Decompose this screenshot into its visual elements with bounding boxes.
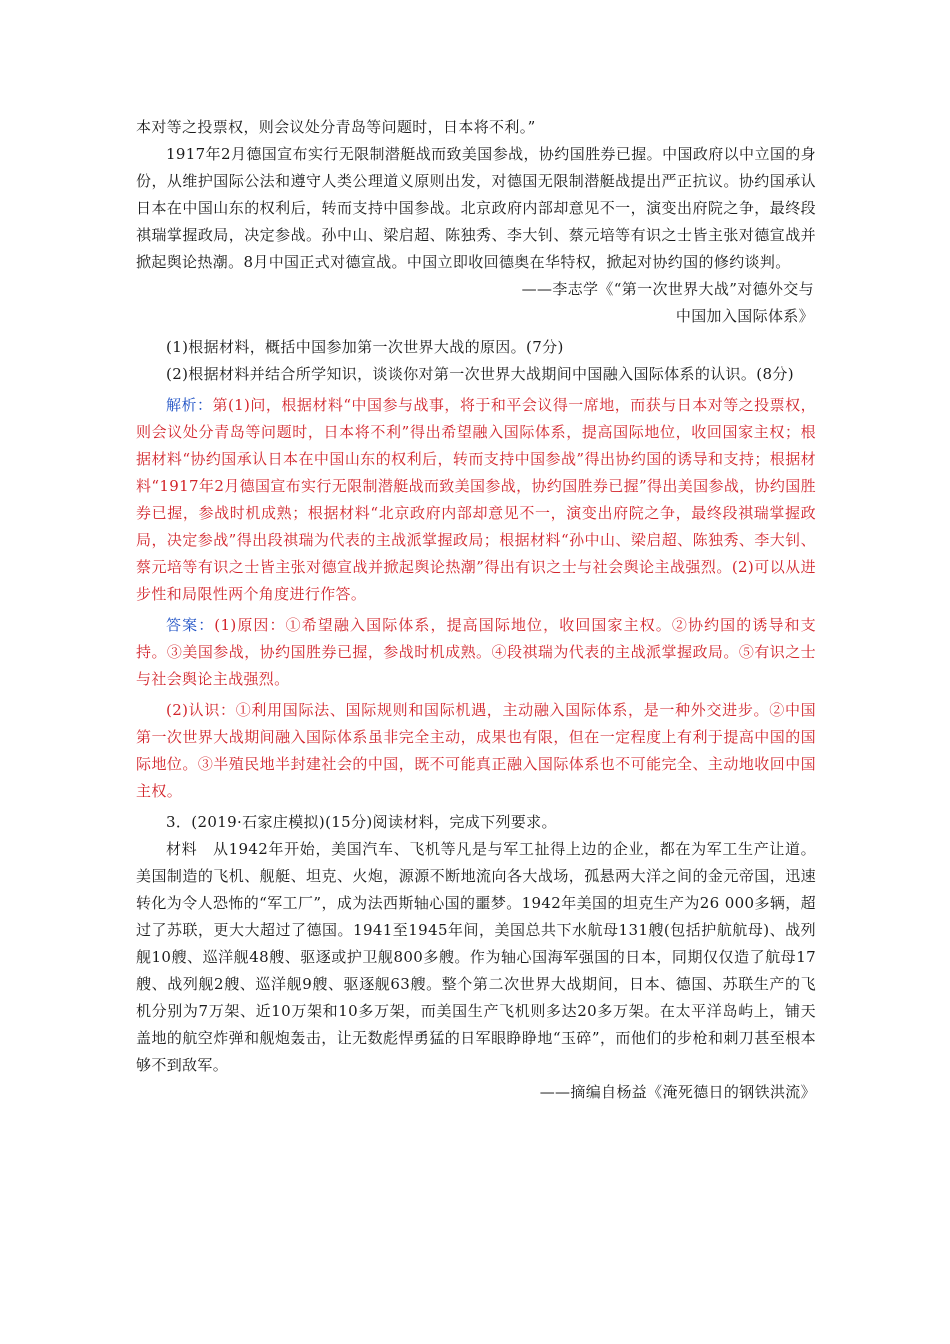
- source-citation-line-1: ——李志学《“第一次世界大战”对德外交与: [521, 280, 814, 298]
- answer-part-2: (2)认识：①利用国际法、国际规则和国际机遇，主动融入国际体系，是一种外交进步。②中国第一次世界大战期间融入国际体系虽非完全主动，成果也有限，但在一定程度上有利于提高中国的国际地位。③半殖民地半封建社会的中国，既不可能真正融入国际体系也不可能完全、主动地收回中国主权。: [136, 701, 816, 800]
- question-3-header: 3．(2019·石家庄模拟)(15分)阅读材料，完成下列要求。: [166, 813, 557, 831]
- question-3-source: ——摘编自杨益《淹死德日的钢铁洪流》: [539, 1083, 816, 1101]
- passage-paragraph: 1917年2月德国宣布实行无限制潜艇战而致美国参战，协约国胜券已握。中国政府以中立国的身份，从维护国际公法和遵守人类公理道义原则出发，对德国无限制潜艇战提出严正抗议。协约国承认日本在中国山东的权利后，转而支持中国参战。北京政府内部却意见不一，演变出府院之争，最终段祺瑞掌握政局，决定参战。孙中山、梁启超、陈独秀、李大钊、蔡元培等有识之士皆主张对德宣战并掀起舆论热潮。8月中国正式对德宣战。中国立即收回德奥在华特权，掀起对协约国的修约谈判。: [136, 145, 816, 271]
- answer-block: [136, 612, 816, 693]
- document-page: [136, 114, 816, 1106]
- analysis-block: [136, 392, 816, 608]
- question-3-material: 材料 从1942年开始，美国汽车、飞机等凡是与军工扯得上边的企业，都在为军工生产让道。美国制造的飞机、舰艇、坦克、火炮，源源不断地流向各大战场，孤悬两大洋之间的金元帝国，迅速转化为令人恐怖的“军工厂”，成为法西斯轴心国的噩梦。1942年美国的坦克生产为26 000多辆，超过了苏联，更大大超过了德国。1941至1945年间，美国总共下水航母131艘(包括护航航母)、战列舰10艘、巡洋舰48艘、驱逐或护卫舰800多艘。作为轴心国海军强国的日本，同期仅仅造了航母17艘、战列舰2艘、巡洋舰9艘、驱逐舰63艘。整个第二次世界大战期间，日本、德国、苏联生产的飞机分别为7万架、近10万架和10多万架，而美国生产飞机则多达20多万架。在太平洋岛屿上，铺天盖地的航空炸弹和舰炮轰击，让无数彪悍勇猛的日军眼睁睁地“玉碎”，而他们的步枪和刺刀甚至根本够不到敌军。: [136, 840, 816, 1074]
- question-2: (2)根据材料并结合所学知识，谈谈你对第一次世界大战期间中国融入国际体系的认识。(8分): [166, 365, 794, 383]
- analysis-text: 第(1)问，根据材料“中国参与战事，将于和平会议得一席地，而获与日本对等之投票权，则会议处分青岛等问题时，日本将不利”得出希望融入国际体系，提高国际地位，收回国家主权；根据材料“协约国承认日本在中国山东的权利后，转而支持中国参战”得出协约国的诱导和支持；根据材料“1917年2月德国宣布实行无限制潜艇战而致美国参战，协约国胜券已握”得出美国参战，协约国胜券已握，参战时机成熟；根据材料“北京政府内部却意见不一，演变出府院之争，最终段祺瑞掌握政局，决定参战”得出段祺瑞为代表的主战派掌握政局；根据材料“孙中山、梁启超、陈独秀、李大钊、蔡元培等有识之士皆主张对德宣战并掀起舆论热潮”得出有识之士与社会舆论主战强烈。(2)可以从进步性和局限性两个角度进行作答。: [136, 396, 816, 603]
- source-citation-line-2: 中国加入国际体系》: [675, 307, 814, 325]
- question-1: (1)根据材料，概括中国参加第一次世界大战的原因。(7分): [166, 338, 564, 356]
- analysis-label: 解析：: [166, 396, 213, 414]
- answer-label: 答案：: [166, 616, 215, 634]
- passage-continuation: 本对等之投票权，则会议处分青岛等问题时，日本将不利。”: [136, 118, 536, 136]
- answer-part-1: (1)原因：①希望融入国际体系，提高国际地位，收回国家主权。②协约国的诱导和支持。③美国参战，协约国胜券已握，参战时机成熟。④段祺瑞为代表的主战派掌握政局。⑤有识之士与社会舆论主战强烈。: [136, 616, 816, 688]
